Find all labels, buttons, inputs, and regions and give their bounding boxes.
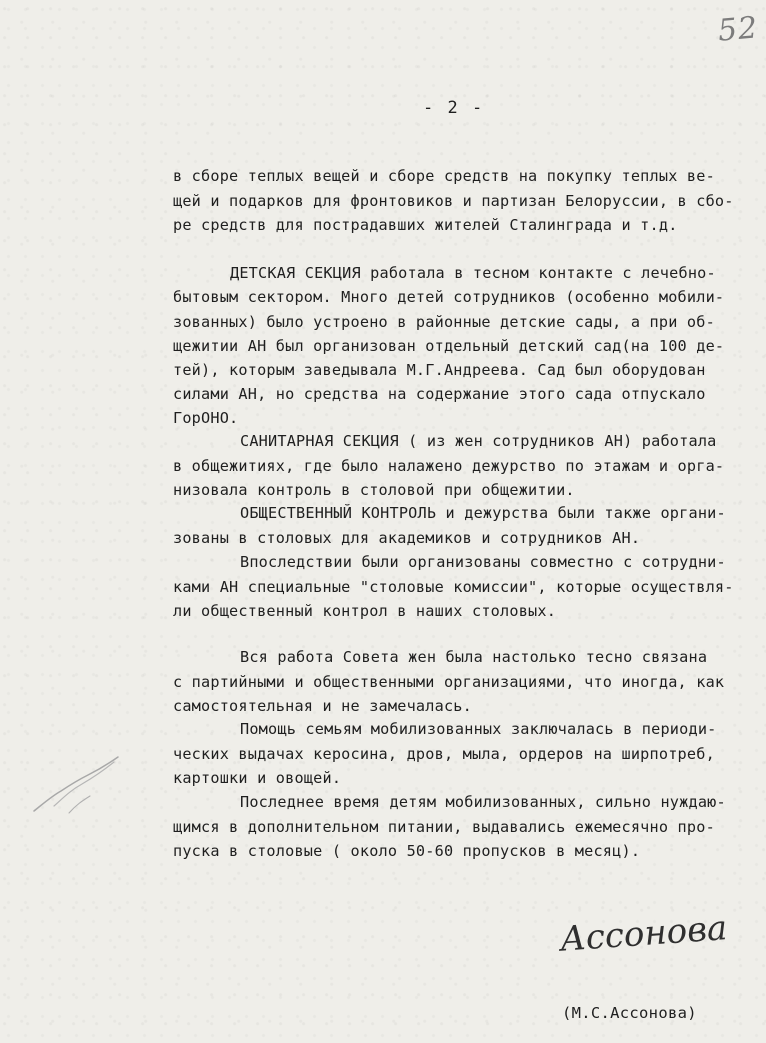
text-line: силами АН, но средства на содержание этого сада отпускало	[173, 385, 706, 403]
text-line: ГорОНО.	[173, 409, 239, 427]
text-line: ли общественный контрол в наших столовых.	[173, 602, 557, 620]
text-line: низовала контроль в столовой при общежитии.	[173, 481, 575, 499]
signature-area	[558, 908, 729, 960]
text-line: щежитии АН был организован отдельный детский сад(на 100 де-	[173, 337, 725, 355]
text-line: в сборе теплых вещей и сборе средств на покупку теплых ве-	[173, 167, 715, 185]
text-line: щимся в дополнительном питании, выдавались ежемесячно про-	[173, 818, 715, 836]
text-line: ОБЩЕСТВЕННЫЙ КОНТРОЛЬ и дежурства были также органи-	[240, 504, 726, 522]
handwritten-signature: Ассонова	[558, 908, 729, 960]
text-line: самостоятельная и не замечалась.	[173, 697, 472, 715]
text-line: ДЕТСКАЯ СЕКЦИЯ работала в тесном контакте с лечебно-	[230, 264, 716, 282]
text-line: САНИТАРНАЯ СЕКЦИЯ ( из жен сотрудников АН) работала	[240, 432, 717, 450]
text-line: зованных) было устроено в районные детские сады, а при об-	[173, 313, 715, 331]
text-line: пуска в столовые ( около 50-60 пропусков в месяц).	[173, 842, 641, 860]
text-line: бытовым сектором. Много детей сотрудников (особенно мобили-	[173, 288, 725, 306]
text-line: ческих выдачах керосина, дров, мыла, ордеров на ширпотреб,	[173, 745, 715, 763]
text-line: ками АН специальные "столовые комиссии", которые осуществля-	[173, 578, 734, 596]
text-line: с партийными и общественными организациями, что иногда, как	[173, 673, 725, 691]
text-line: Вся работа Совета жен была настолько тесно связана	[240, 648, 708, 666]
text-line: Помощь семьям мобилизованных заключалась в периоди-	[240, 720, 717, 738]
text-line: щей и подарков для фронтовиков и партизан Белоруссии, в сбо-	[173, 192, 734, 210]
text-line: зованы в столовых для академиков и сотрудников АН.	[173, 529, 641, 547]
page-number: - 2 -	[423, 98, 485, 118]
text-line: Последнее время детям мобилизованных, сильно нуждаю-	[240, 793, 726, 811]
text-line: тей), которым заведывала М.Г.Андреева. Сад был оборудован	[173, 361, 706, 379]
text-line: в общежитиях, где было налажено дежурство по этажам и орга-	[173, 457, 725, 475]
text-line: Впоследствии были организованы совместно с сотрудни-	[240, 553, 726, 571]
margin-pencil-mark	[24, 735, 139, 825]
text-line: ре средств для пострадавших жителей Сталинграда и т.д.	[173, 216, 678, 234]
text-line: картошки и овощей.	[173, 769, 342, 787]
signer-name: (М.С.Ассонова)	[562, 1004, 697, 1022]
archive-page-number: 52	[716, 10, 760, 49]
